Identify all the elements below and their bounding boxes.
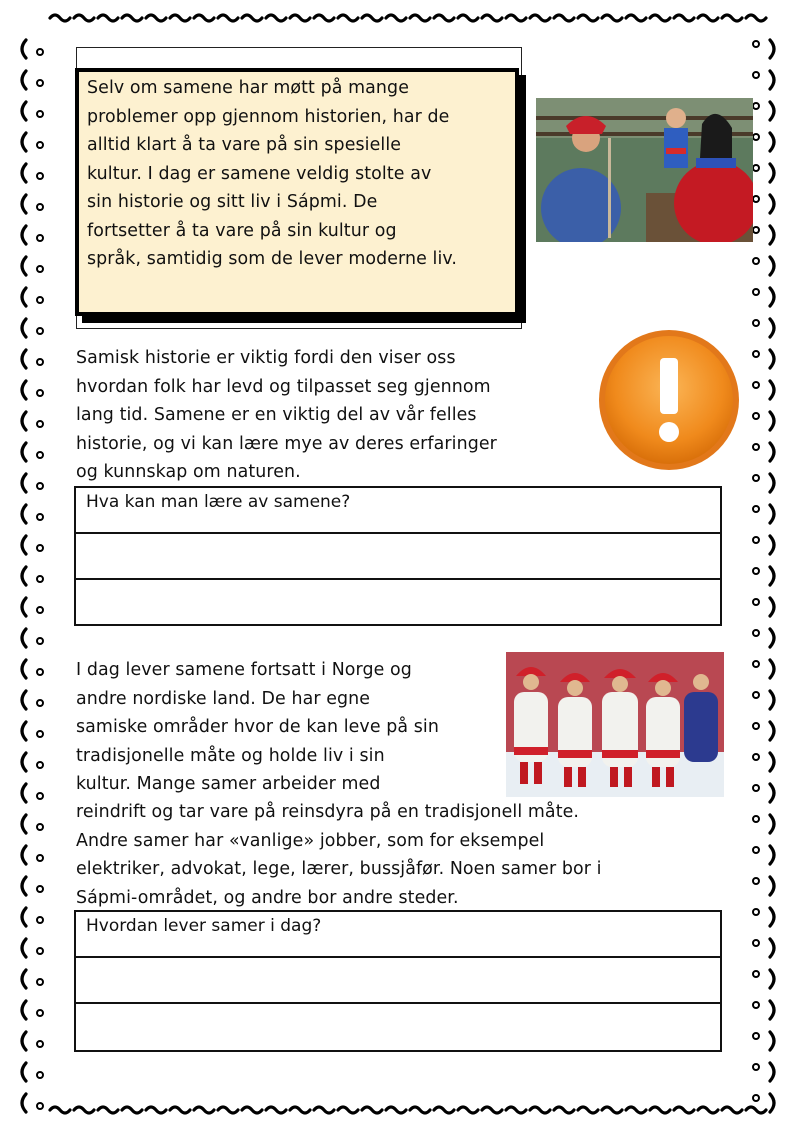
text-line: alltid klart å ta vare på sin spesielle xyxy=(87,135,402,155)
question-prompt: Hva kan man lære av samene? xyxy=(76,488,720,534)
question-box-1 xyxy=(74,486,722,626)
text-line: problemer opp gjennom historien, har de xyxy=(87,106,450,127)
text-line: hvordan folk har levd og tilpasset seg gjennom xyxy=(76,376,491,397)
text-line: Andre samer har «vanlige» jobber, som for eksempel xyxy=(76,830,545,851)
text-line: elektriker, advokat, lege, lærer, bussjåfør. Noen samer bor i xyxy=(76,859,602,879)
answer-line[interactable] xyxy=(76,534,720,580)
text-line: lang tid. Samene er en viktig del av vår felles xyxy=(76,405,477,425)
text-line: I dag lever samene fortsatt i Norge og xyxy=(76,660,412,680)
text-line: tradisjonelle måte og holde liv i sin xyxy=(76,745,385,766)
text-line: andre nordiske land. De har egne xyxy=(76,688,371,709)
exclamation-warning-icon xyxy=(597,328,745,476)
text-line: språk, samtidig som de lever moderne liv. xyxy=(87,249,458,269)
text-line: kultur. I dag er samene veldig stolte av xyxy=(87,163,432,184)
text-line: historie, og vi kan lære mye av deres erfaringer xyxy=(76,433,497,454)
intro-paragraph xyxy=(87,74,507,274)
today-paragraph-part-1 xyxy=(76,656,502,799)
text-line: fortsetter å ta vare på sin kultur og xyxy=(87,220,397,241)
text-line: sin historie og sitt liv i Sápmi. De xyxy=(87,192,378,212)
sami-family-photo xyxy=(536,98,753,242)
answer-line[interactable] xyxy=(76,1004,720,1050)
question-prompt: Hvordan lever samer i dag? xyxy=(76,912,720,958)
text-line: reindrift og tar vare på reinsdyra på en tradisjonell måte. xyxy=(76,802,580,822)
text-line: Samisk historie er viktig fordi den viser oss xyxy=(76,348,456,368)
text-line: Sápmi-området, og andre bor andre steder. xyxy=(76,887,459,908)
question-box-2 xyxy=(74,910,722,1052)
text-line: Selv om samene har møtt på mange xyxy=(87,78,409,98)
history-paragraph xyxy=(76,344,576,487)
text-line: samiske områder hvor de kan leve på sin xyxy=(76,717,439,737)
answer-line[interactable] xyxy=(76,958,720,1004)
today-paragraph-part-2 xyxy=(76,798,736,912)
answer-line[interactable] xyxy=(76,580,720,626)
text-line: og kunnskap om naturen. xyxy=(76,462,301,482)
sami-group-photo xyxy=(506,652,724,797)
text-line: kultur. Mange samer arbeider med xyxy=(76,774,381,794)
